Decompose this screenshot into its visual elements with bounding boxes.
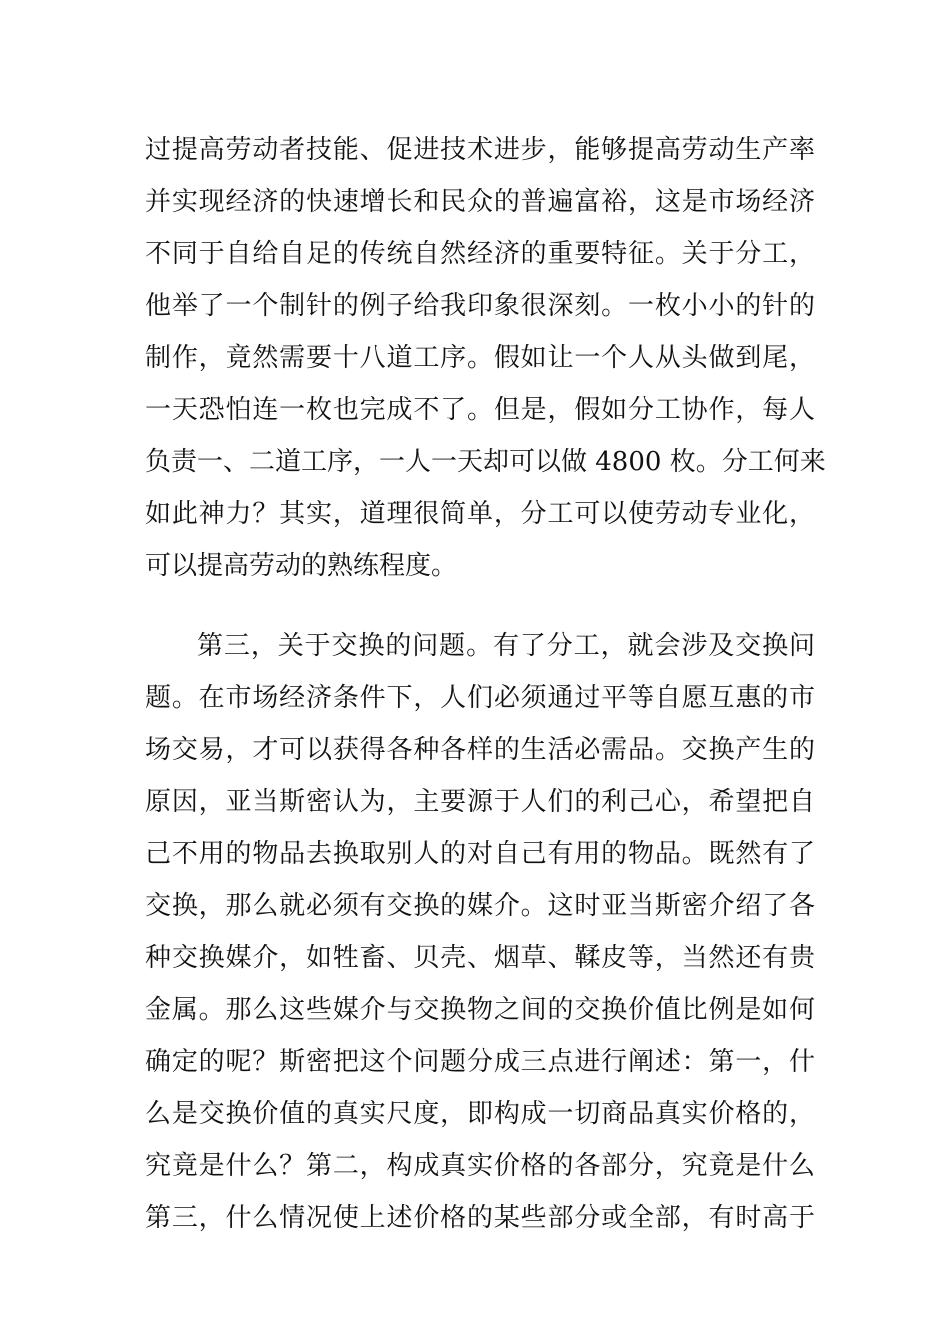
text-line: 确定的呢？斯密把这个问题分成三点进行阐述：第一，什: [145, 1047, 815, 1077]
text-line: 制作，竟然需要十八道工序。假如让一个人从头做到尾，: [145, 343, 815, 373]
text-line: 负责一、二道工序，一人一天却可以做 4800 枚。分工何来: [145, 447, 826, 477]
paragraph-exchange: [145, 620, 815, 1244]
paragraph-division-of-labor: [145, 124, 826, 592]
text-line: 交换，那么就必须有交换的媒介。这时亚当斯密介绍了各: [145, 891, 815, 921]
text-line: 金属。那么这些媒介与交换物之间的交换价值比例是如何: [145, 995, 815, 1025]
text-line: 可以提高劳动的熟练程度。: [145, 551, 458, 581]
text-line: 题。在市场经济条件下，人们必须通过平等自愿互惠的市: [145, 683, 815, 713]
text-line: 一天恐怕连一枚也完成不了。但是，假如分工协作，每人: [145, 395, 815, 425]
text-line: 并实现经济的快速增长和民众的普遍富裕，这是市场经济: [145, 187, 815, 217]
text-line: 第三，关于交换的问题。有了分工，就会涉及交换问: [197, 631, 815, 661]
text-line: 他举了一个制针的例子给我印象很深刻。一枚小小的针的: [145, 291, 815, 321]
text-line: 么是交换价值的真实尺度，即构成一切商品真实价格的，: [145, 1099, 815, 1129]
text-line: 过提高劳动者技能、促进技术进步，能够提高劳动生产率: [145, 135, 815, 165]
text-line: 场交易，才可以获得各种各样的生活必需品。交换产生的: [145, 735, 815, 765]
text-line: 己不用的物品去换取别人的对自己有用的物品。既然有了: [145, 839, 815, 869]
text-line: 不同于自给自足的传统自然经济的重要特征。关于分工，: [145, 239, 815, 269]
text-line: 种交换媒介，如牲畜、贝壳、烟草、鞣皮等，当然还有贵: [145, 943, 815, 973]
text-line: 如此神力？其实，道理很简单，分工可以使劳动专业化，: [145, 499, 815, 529]
text-line: 究竟是什么？第二，构成真实价格的各部分，究竟是什么: [145, 1151, 815, 1181]
text-line: 原因，亚当斯密认为，主要源于人们的利己心，希望把自: [145, 787, 815, 817]
text-line: 第三，什么情况使上述价格的某些部分或全部，有时高于: [145, 1203, 815, 1233]
